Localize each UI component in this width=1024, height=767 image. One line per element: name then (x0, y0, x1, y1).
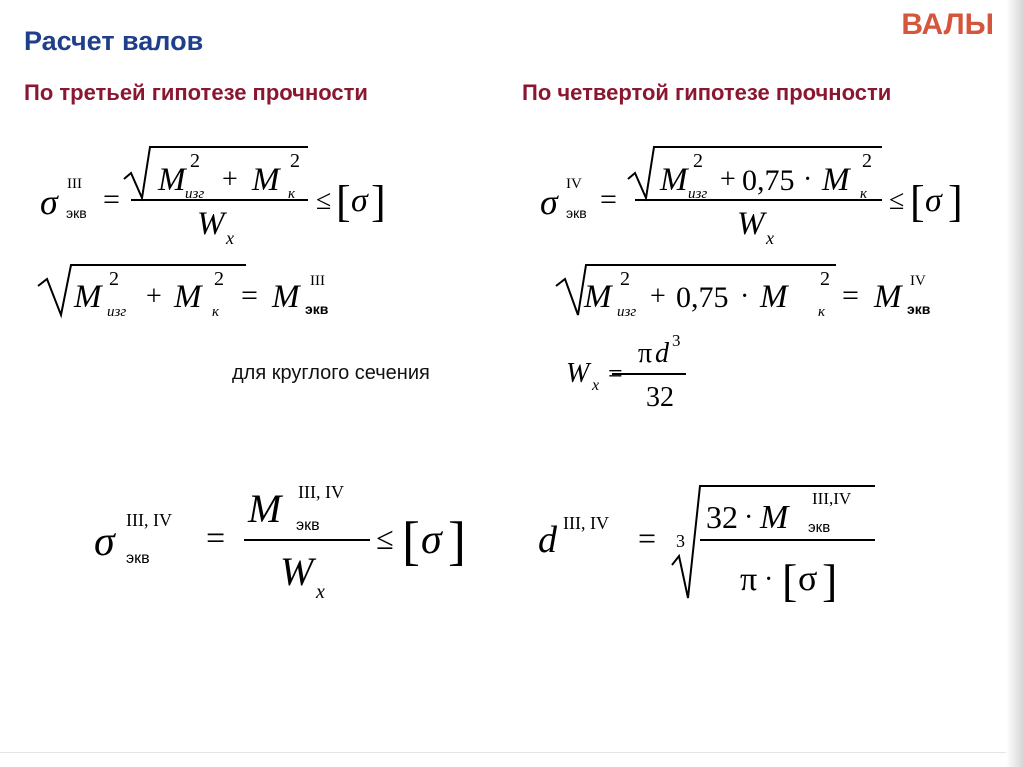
f1-sub: экв (66, 205, 87, 221)
f6-eq: = (206, 520, 226, 557)
f1-m1: M (158, 162, 186, 198)
f3-sq1: 2 (693, 150, 703, 172)
f3-m1: M (660, 162, 688, 198)
f3-sub: экв (566, 205, 587, 221)
f7-rbr: ] (822, 555, 838, 606)
f7-sup: III, IV (563, 513, 609, 533)
f2-izg: изг (107, 304, 127, 320)
f3-sigma2: σ (925, 182, 942, 219)
f1-sq1: 2 (190, 150, 200, 172)
f3-cdot: · (803, 164, 813, 195)
f1-eq: = (103, 183, 120, 216)
f5-cube: 3 (672, 331, 681, 350)
slide-right-shadow (1006, 0, 1024, 767)
f7-sigma: σ (798, 558, 818, 598)
f3-sup: IV (566, 176, 582, 192)
f1-sigma2: σ (351, 182, 368, 219)
f7-root-index: 3 (676, 531, 685, 551)
f2-sq1: 2 (109, 268, 119, 290)
f1-sqrt-sign (124, 147, 308, 198)
f5-32: 32 (646, 382, 674, 413)
f7-lbr: [ (782, 555, 798, 606)
f6-sigma: σ (94, 519, 115, 565)
f4-eq: = (842, 279, 859, 312)
f3-rbr: ] (948, 177, 963, 226)
f3-leq: ≤ (889, 185, 905, 216)
f4-m1: M (584, 279, 612, 315)
f7-d: d (538, 519, 557, 561)
f3-x: x (766, 228, 774, 248)
f2-eq: = (241, 279, 258, 312)
f3-izg: изг (688, 186, 708, 202)
f1-leq: ≤ (316, 185, 332, 216)
f7-num-sub: экв (808, 519, 831, 536)
f6-rbr: ] (448, 511, 466, 571)
round-section-note: для круглого сечения (232, 362, 430, 384)
f1-k: к (288, 186, 296, 202)
f1-x: x (226, 228, 234, 248)
f5-pi: π (638, 338, 653, 369)
f2-sup: III (310, 273, 325, 289)
f1-sigma: σ (40, 182, 58, 222)
f7-pi: π (740, 561, 758, 598)
fourth-hypothesis-heading: По четвертой гипотезе прочности (522, 80, 892, 105)
f1-sup: III (67, 176, 82, 192)
f6-num-sup: III, IV (298, 482, 344, 502)
f3-eq: = (600, 183, 617, 216)
f1-sq2: 2 (290, 150, 300, 172)
f2-m1: M (74, 279, 102, 315)
f7-num-sup: III,IV (812, 489, 852, 508)
f2-k: к (212, 304, 220, 320)
f6-sigma2: σ (421, 517, 442, 563)
f3-plus: + (720, 164, 736, 195)
f7-m: M (760, 499, 789, 536)
f4-sq1: 2 (620, 268, 630, 290)
f3-m2: M (822, 162, 850, 198)
f6-leq: ≤ (376, 520, 394, 556)
f6-sub: экв (126, 550, 150, 567)
f4-sub: экв (907, 301, 931, 317)
f1-izg: изг (185, 186, 205, 202)
f4-cdot: · (740, 281, 750, 312)
f4-k: к (818, 304, 826, 320)
f1-m2: M (252, 162, 280, 198)
f5-eq: = (608, 359, 623, 388)
f1-w: W (197, 206, 225, 242)
f7-32: 32 (706, 499, 738, 535)
f2-sub: экв (305, 301, 329, 317)
f6-x: x (316, 581, 325, 603)
f3-k: к (860, 186, 868, 202)
f5-w: W (566, 358, 590, 389)
f7-cdot: · (744, 502, 754, 533)
f6-sup: III, IV (126, 510, 172, 530)
f4-m3: M (874, 279, 902, 315)
f4-sup: IV (910, 273, 926, 289)
f6-num-sub: экв (296, 517, 320, 534)
f2-plus: + (146, 281, 162, 312)
f6-lbr: [ (402, 511, 420, 571)
f4-m2: M (760, 279, 788, 315)
f1-lbr: [ (336, 177, 351, 226)
f1-plus: + (222, 164, 238, 195)
f3-w: W (737, 206, 765, 242)
f4-coef: 0,75 (676, 281, 729, 314)
f1-rbr: ] (371, 177, 386, 226)
f5-x: x (592, 377, 600, 394)
f2-m2: M (174, 279, 202, 315)
f3-sigma: σ (540, 182, 558, 222)
f6-w: W (280, 549, 314, 594)
f3-sq2: 2 (862, 150, 872, 172)
f5-d: d (655, 338, 669, 369)
f4-izg: изг (617, 304, 637, 320)
f7-cdot2: · (764, 564, 774, 595)
f4-plus: + (650, 281, 666, 312)
f7-eq: = (638, 520, 657, 556)
f3-lbr: [ (910, 177, 925, 226)
slide-title: Расчет валов (24, 26, 204, 56)
f2-m3: M (272, 279, 300, 315)
f2-sq2: 2 (214, 268, 224, 290)
f4-sq2: 2 (820, 268, 830, 290)
slide-topic: ВАЛЫ (901, 8, 994, 41)
third-hypothesis-heading: По третьей гипотезе прочности (24, 80, 368, 105)
f6-m: M (248, 486, 282, 531)
f3-coef: 0,75 (742, 164, 795, 197)
